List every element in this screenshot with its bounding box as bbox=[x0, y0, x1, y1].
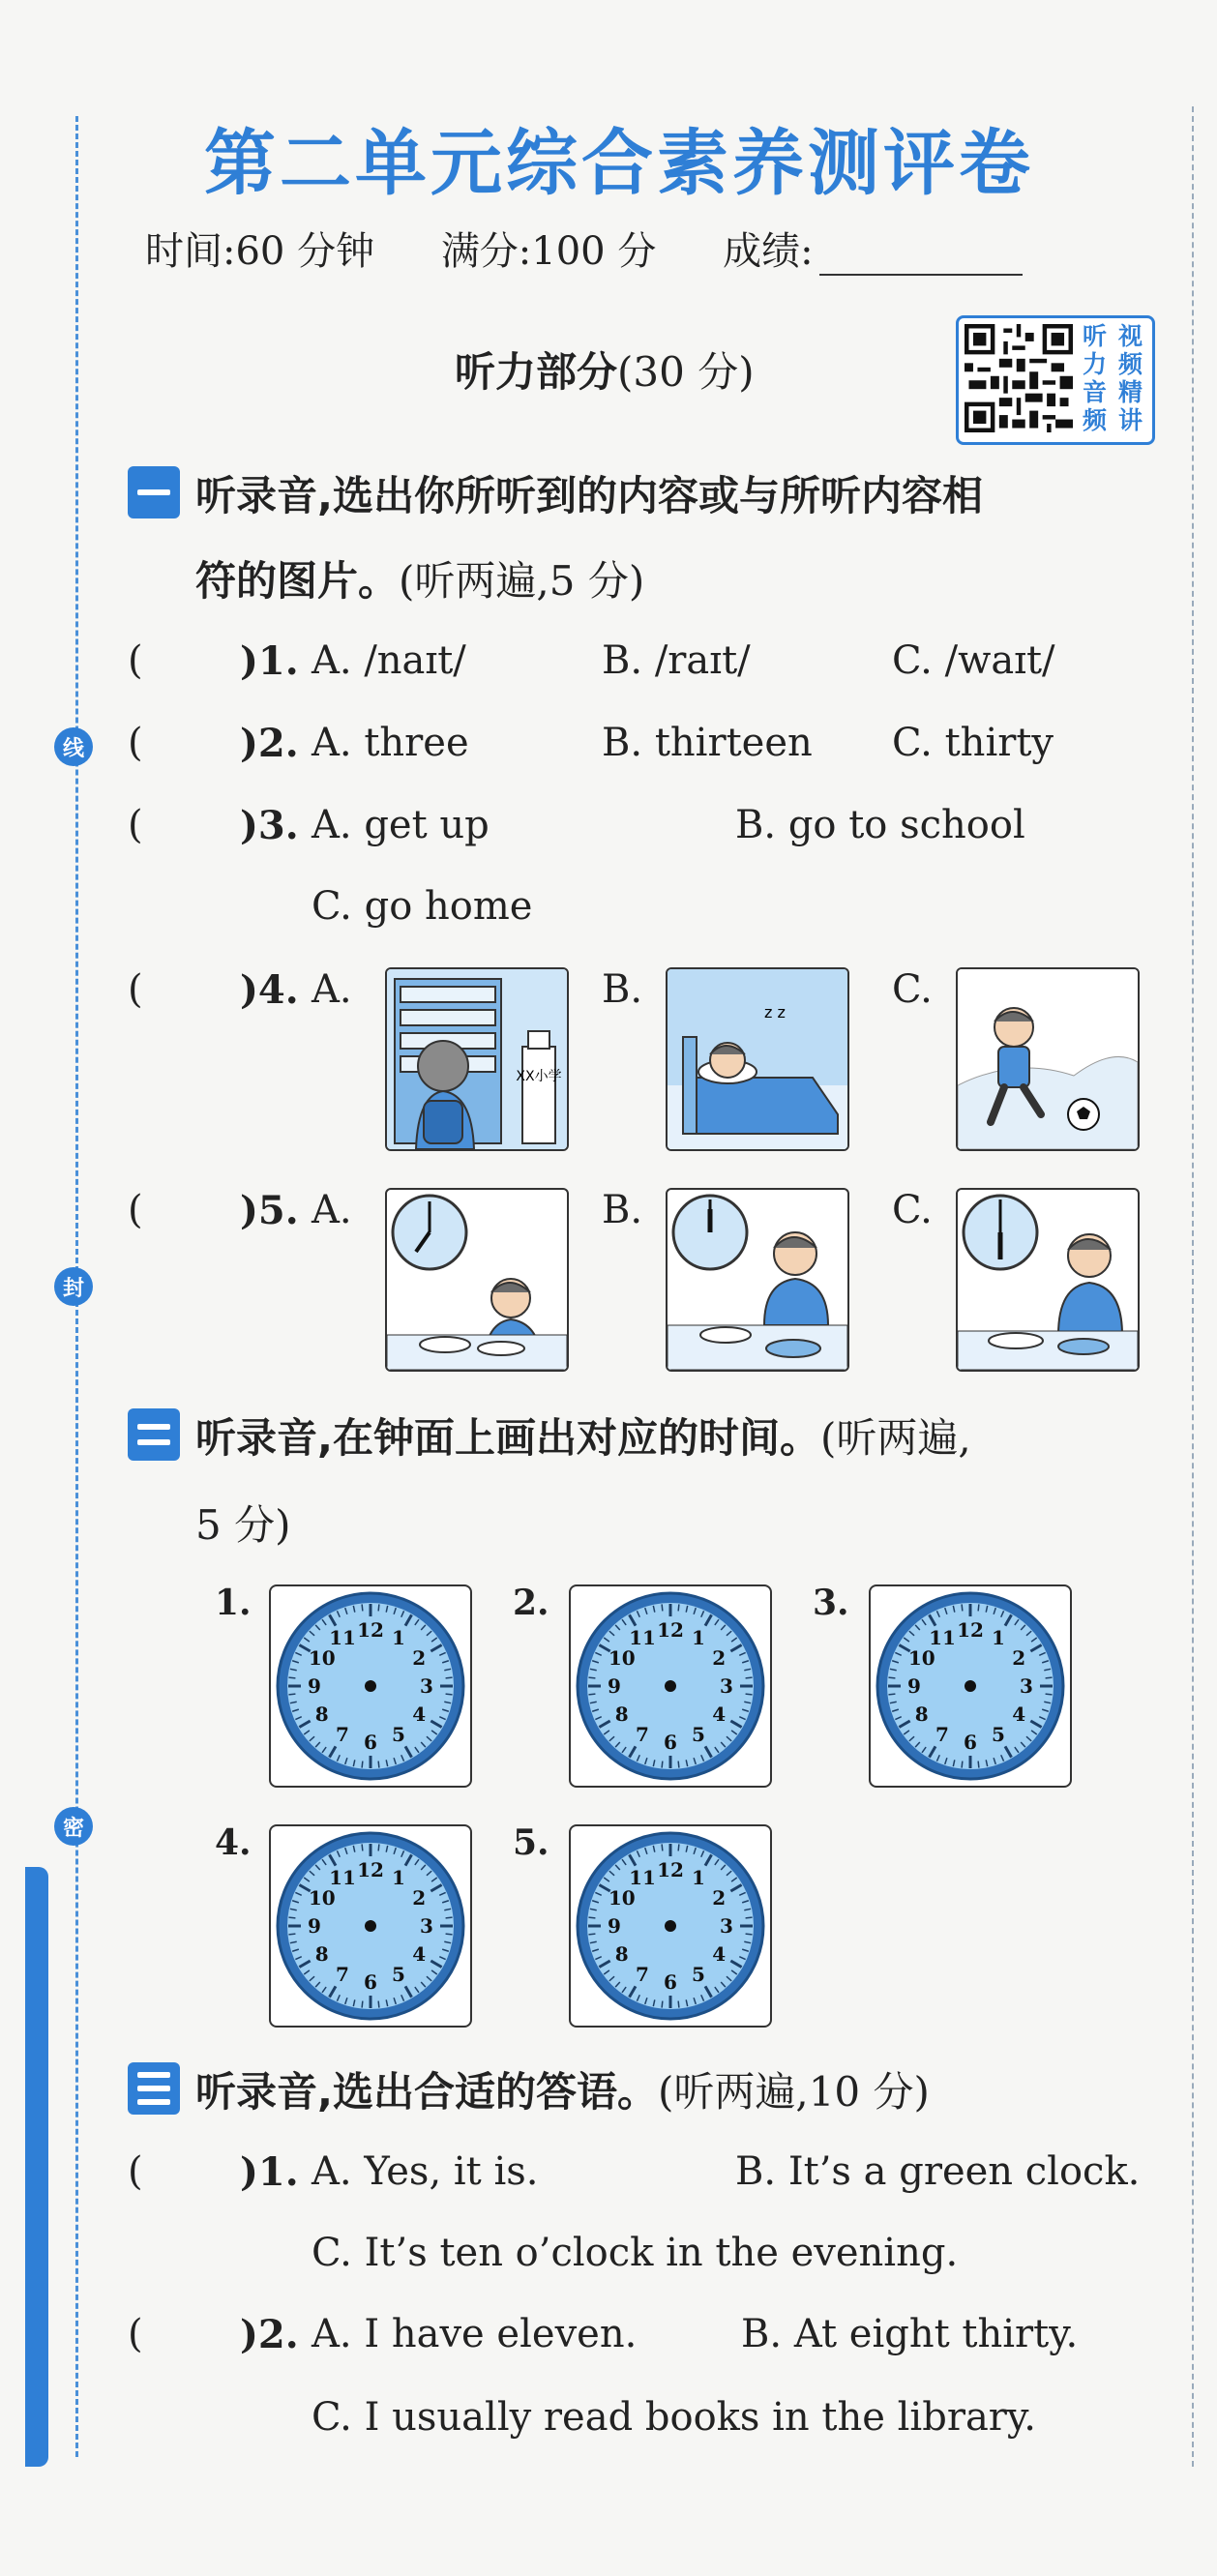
section1-instruction: 听录音,选出你所听到的内容或与所听内容相 bbox=[195, 472, 983, 519]
section2-note-1: (听两遍, bbox=[819, 1414, 971, 1462]
s1-q3-option-a[interactable]: A. get up bbox=[312, 803, 490, 847]
svg-text:6: 6 bbox=[664, 1970, 677, 1994]
qr-label: 频 bbox=[1082, 406, 1107, 434]
part-title bbox=[455, 341, 755, 399]
blank-clock-5[interactable] bbox=[569, 1824, 772, 2028]
svg-text:12: 12 bbox=[957, 1618, 984, 1642]
s3-q1-option-c[interactable]: C. It’s ten o’clock in the evening. bbox=[312, 2231, 959, 2275]
svg-text:9: 9 bbox=[608, 1674, 621, 1698]
svg-text:5: 5 bbox=[692, 1963, 705, 1987]
section2-instruction-text: 听录音,在钟面上画出对应的时间。 bbox=[195, 1414, 820, 1462]
score-label: 成绩: bbox=[723, 229, 814, 274]
part-points: (30 分) bbox=[617, 348, 755, 396]
svg-text:8: 8 bbox=[914, 1703, 929, 1726]
svg-text:2: 2 bbox=[412, 1646, 427, 1670]
svg-text:2: 2 bbox=[1012, 1646, 1026, 1670]
s1-q5-number: )5. bbox=[240, 1188, 299, 1233]
svg-text:11: 11 bbox=[629, 1625, 656, 1649]
svg-text:1: 1 bbox=[692, 1865, 705, 1889]
s3-q2-option-b[interactable]: B. At eight thirty. bbox=[741, 2312, 1079, 2356]
section3-instruction-text: 听录音,选出合适的答语。 bbox=[195, 2068, 658, 2116]
svg-text:9: 9 bbox=[308, 1914, 321, 1938]
section1-instruction-2 bbox=[195, 549, 644, 607]
section2-instruction bbox=[195, 1406, 971, 1465]
qr-label: 频 bbox=[1117, 350, 1143, 378]
binding-label-line: 线 bbox=[54, 727, 93, 766]
svg-text:1: 1 bbox=[692, 1625, 705, 1649]
s1-q5-label-c: C. bbox=[892, 1188, 933, 1232]
section2-note-line bbox=[195, 1494, 290, 1552]
s3-q2-number: )2. bbox=[240, 2312, 299, 2357]
clock-six-dinner-icon bbox=[958, 1190, 1138, 1370]
s1-q1-paren[interactable]: ( bbox=[128, 638, 143, 683]
svg-text:6: 6 bbox=[364, 1970, 377, 1994]
svg-text:8: 8 bbox=[614, 1942, 629, 1966]
school-sign-text: XX小学 bbox=[516, 1069, 562, 1084]
s1-q4-picture-c-football[interactable] bbox=[956, 967, 1140, 1151]
svg-text:12: 12 bbox=[357, 1618, 384, 1642]
s3-q2-option-a[interactable]: A. I have eleven. bbox=[312, 2312, 638, 2356]
svg-text:6: 6 bbox=[964, 1731, 977, 1754]
full-score-info: 满分:100 分 bbox=[440, 229, 657, 274]
s1-q1-number: )1. bbox=[240, 638, 299, 684]
binding-label-number: 密 bbox=[54, 1807, 93, 1846]
blank-clock-4[interactable] bbox=[269, 1824, 472, 2028]
clock-label-3: 3. bbox=[813, 1583, 849, 1623]
s1-q2-option-b[interactable]: B. thirteen bbox=[602, 721, 813, 765]
s1-q5-picture-c-six[interactable] bbox=[956, 1188, 1140, 1372]
s1-q3-option-b[interactable]: B. go to school bbox=[735, 803, 1025, 847]
svg-text:8: 8 bbox=[314, 1703, 329, 1726]
svg-text:7: 7 bbox=[935, 1723, 949, 1747]
qr-label: 精 bbox=[1117, 378, 1143, 406]
s1-q4-number: )4. bbox=[240, 967, 299, 1013]
qr-labels bbox=[1077, 322, 1148, 434]
svg-text:1: 1 bbox=[392, 1865, 405, 1889]
svg-text:6: 6 bbox=[664, 1731, 677, 1754]
s1-q3-paren[interactable]: ( bbox=[128, 803, 143, 847]
s1-q4-label-a: A. bbox=[312, 967, 352, 1012]
s1-q1-option-c[interactable]: C. /waɪt/ bbox=[892, 638, 1055, 683]
s1-q2-option-c[interactable]: C. thirty bbox=[892, 721, 1054, 765]
svg-text:z z: z z bbox=[764, 1003, 786, 1022]
svg-text:4: 4 bbox=[412, 1942, 427, 1966]
qr-label: 力 bbox=[1082, 350, 1107, 378]
s1-q3-number: )3. bbox=[240, 803, 299, 848]
section1-note: (听两遍,5 分) bbox=[399, 557, 645, 605]
blank-clock-face-icon bbox=[574, 1829, 767, 2023]
svg-text:11: 11 bbox=[629, 1865, 656, 1889]
svg-text:11: 11 bbox=[329, 1625, 356, 1649]
s1-q2-number: )2. bbox=[240, 721, 299, 766]
svg-text:4: 4 bbox=[1012, 1703, 1026, 1726]
qr-label: 讲 bbox=[1117, 406, 1143, 434]
section2-note-2: 5 分) bbox=[195, 1501, 291, 1549]
boy-sleeping-icon bbox=[668, 969, 847, 1149]
s1-q5-paren[interactable]: ( bbox=[128, 1188, 143, 1232]
svg-text:2: 2 bbox=[712, 1886, 727, 1910]
section3-badge bbox=[128, 2062, 180, 2115]
svg-text:3: 3 bbox=[420, 1914, 433, 1938]
section1-badge bbox=[128, 466, 180, 518]
svg-text:3: 3 bbox=[720, 1914, 733, 1938]
qr-code-icon bbox=[965, 324, 1073, 432]
s1-q1-option-b[interactable]: B. /raɪt/ bbox=[602, 638, 751, 683]
svg-text:7: 7 bbox=[336, 1963, 349, 1987]
clock-label-1: 1. bbox=[215, 1583, 252, 1623]
svg-text:7: 7 bbox=[636, 1963, 649, 1987]
s1-q5-label-b: B. bbox=[602, 1188, 643, 1232]
svg-text:7: 7 bbox=[636, 1723, 649, 1747]
clock-label-4: 4. bbox=[215, 1822, 252, 1863]
s3-q1-paren[interactable]: ( bbox=[128, 2149, 143, 2194]
s1-q2-paren[interactable]: ( bbox=[128, 721, 143, 765]
boy-going-to-school-icon bbox=[387, 969, 567, 1149]
info-line bbox=[145, 221, 1077, 276]
blank-clock-3[interactable] bbox=[869, 1584, 1072, 1788]
svg-text:10: 10 bbox=[308, 1886, 336, 1910]
s1-q4-label-c: C. bbox=[892, 967, 933, 1012]
svg-text:12: 12 bbox=[357, 1858, 384, 1881]
binding-bar bbox=[25, 1867, 48, 2467]
part-title-text: 听力部分 bbox=[455, 348, 618, 396]
s1-q3-option-c[interactable]: C. go home bbox=[312, 884, 533, 929]
section3-note: (听两遍,10 分) bbox=[657, 2068, 930, 2116]
s3-q1-option-a[interactable]: A. Yes, it is. bbox=[312, 2149, 539, 2194]
blank-clock-face-icon bbox=[574, 1589, 767, 1783]
s3-q2-option-c[interactable]: C. I usually read books in the library. bbox=[312, 2395, 1036, 2440]
svg-text:4: 4 bbox=[712, 1942, 727, 1966]
s1-q4-picture-b-sleep[interactable] bbox=[666, 967, 849, 1151]
svg-text:11: 11 bbox=[329, 1865, 356, 1889]
svg-text:2: 2 bbox=[412, 1886, 427, 1910]
svg-text:6: 6 bbox=[364, 1731, 377, 1754]
svg-text:9: 9 bbox=[907, 1674, 921, 1698]
svg-text:1: 1 bbox=[392, 1625, 405, 1649]
svg-text:9: 9 bbox=[308, 1674, 321, 1698]
blank-clock-face-icon bbox=[274, 1589, 467, 1783]
boy-playing-football-icon bbox=[958, 969, 1138, 1149]
svg-text:3: 3 bbox=[1020, 1674, 1033, 1698]
svg-text:7: 7 bbox=[336, 1723, 349, 1747]
s1-q1-option-a[interactable]: A. /naɪt/ bbox=[312, 638, 466, 683]
s3-q1-option-b[interactable]: B. It’s a green clock. bbox=[735, 2149, 1141, 2194]
svg-text:3: 3 bbox=[420, 1674, 433, 1698]
svg-text:5: 5 bbox=[692, 1723, 705, 1747]
section2-badge bbox=[128, 1408, 180, 1461]
blank-clock-face-icon bbox=[274, 1829, 467, 2023]
s3-q2-paren[interactable]: ( bbox=[128, 2312, 143, 2356]
s1-q4-paren[interactable]: ( bbox=[128, 967, 143, 1012]
clock-label-5: 5. bbox=[513, 1822, 549, 1863]
s1-q2-option-a[interactable]: A. three bbox=[312, 721, 469, 765]
qr-label: 音 bbox=[1082, 378, 1107, 406]
s1-q5-label-a: A. bbox=[312, 1188, 352, 1232]
clock-label-2: 2. bbox=[513, 1583, 549, 1623]
svg-text:10: 10 bbox=[308, 1646, 336, 1670]
svg-text:4: 4 bbox=[712, 1703, 727, 1726]
s1-q5-picture-a-seven[interactable] bbox=[385, 1188, 569, 1372]
svg-text:12: 12 bbox=[657, 1618, 684, 1642]
clock-seven-breakfast-icon bbox=[387, 1190, 567, 1370]
page-title: 第二单元综合素养测评卷 bbox=[204, 122, 1034, 205]
svg-text:10: 10 bbox=[907, 1646, 935, 1670]
s3-q1-number: )1. bbox=[240, 2149, 299, 2195]
time-info: 时间:60 分钟 bbox=[145, 229, 375, 274]
svg-text:10: 10 bbox=[608, 1646, 636, 1670]
svg-text:1: 1 bbox=[992, 1625, 1005, 1649]
section1-instruction-2-text: 符的图片。 bbox=[195, 557, 400, 605]
blank-clock-2[interactable] bbox=[569, 1584, 772, 1788]
svg-text:3: 3 bbox=[720, 1674, 733, 1698]
binding-label-seal: 封 bbox=[54, 1267, 93, 1306]
s1-q5-picture-b-twelve[interactable] bbox=[666, 1188, 849, 1372]
clock-twelve-lunch-icon bbox=[668, 1190, 847, 1370]
section3-instruction bbox=[195, 2060, 930, 2118]
svg-text:5: 5 bbox=[992, 1723, 1005, 1747]
svg-text:10: 10 bbox=[608, 1886, 636, 1910]
right-dashed-line bbox=[1192, 106, 1194, 2467]
qr-code-panel[interactable] bbox=[956, 315, 1155, 445]
blank-clock-1[interactable] bbox=[269, 1584, 472, 1788]
score-blank[interactable] bbox=[819, 237, 1023, 276]
svg-text:9: 9 bbox=[608, 1914, 621, 1938]
qr-label: 视 bbox=[1117, 322, 1143, 350]
svg-text:11: 11 bbox=[929, 1625, 956, 1649]
s1-q4-label-b: B. bbox=[602, 967, 643, 1012]
qr-label: 听 bbox=[1082, 322, 1107, 350]
svg-text:5: 5 bbox=[392, 1963, 405, 1987]
svg-text:4: 4 bbox=[412, 1703, 427, 1726]
svg-text:5: 5 bbox=[392, 1723, 405, 1747]
svg-text:8: 8 bbox=[314, 1942, 329, 1966]
svg-text:12: 12 bbox=[657, 1858, 684, 1881]
svg-text:8: 8 bbox=[614, 1703, 629, 1726]
blank-clock-face-icon bbox=[874, 1589, 1067, 1783]
s1-q4-picture-a-school[interactable] bbox=[385, 967, 569, 1151]
svg-text:2: 2 bbox=[712, 1646, 727, 1670]
